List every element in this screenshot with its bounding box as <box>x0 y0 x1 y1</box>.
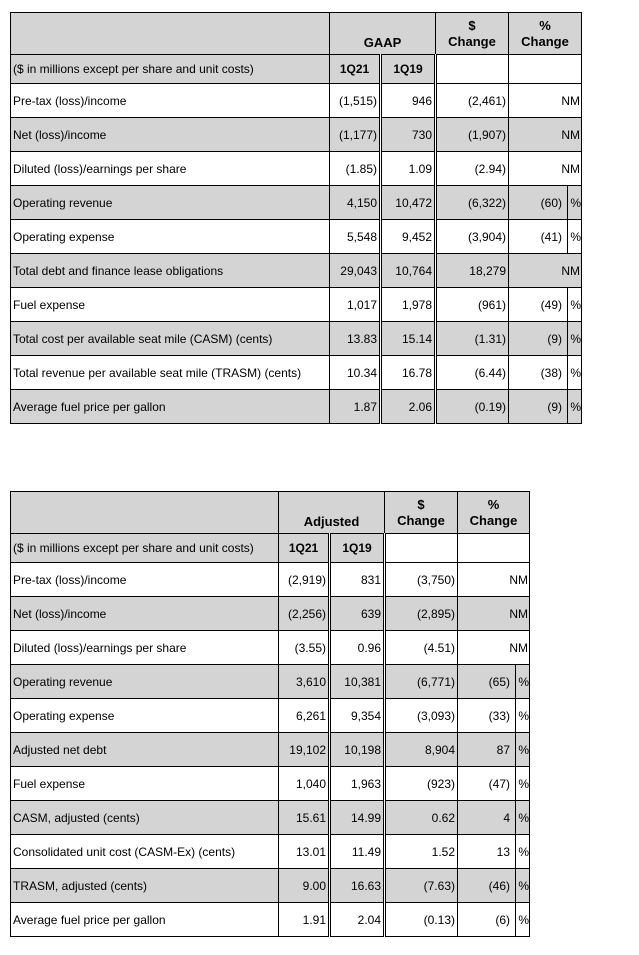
table-row <box>11 665 530 699</box>
dollar-change-header-line2: Change <box>397 512 445 528</box>
dollar-change-value: 1.52 <box>385 835 458 869</box>
row-label: Fuel expense <box>11 767 279 801</box>
pct-change-number: NM <box>561 127 580 142</box>
value-1q19: 10,381 <box>330 665 385 699</box>
table-row <box>11 597 530 631</box>
value-1q21: 15.61 <box>279 801 330 835</box>
dollar-change-header-line1: $ <box>468 17 476 33</box>
table-row <box>11 801 530 835</box>
value-1q21: (3.55) <box>279 631 330 665</box>
table-row <box>11 356 582 390</box>
pct-change-number: (9) <box>547 331 562 346</box>
dollar-change-value: (0.19) <box>436 390 509 424</box>
value-1q21: 19,102 <box>279 733 330 767</box>
dollar-change-header <box>385 492 458 534</box>
pct-change-number: (49) <box>540 297 562 312</box>
row-label: Operating revenue <box>11 186 330 220</box>
units-label: ($ in millions except per share and unit costs) <box>11 55 330 84</box>
dollar-change-value: (1.31) <box>436 322 509 356</box>
value-1q19: 15.14 <box>381 322 436 356</box>
pct-change-number: (46) <box>488 878 510 893</box>
value-1q19: 0.96 <box>330 631 385 665</box>
table-row <box>11 118 582 152</box>
value-1q21: 4,150 <box>330 186 381 220</box>
value-1q19: 16.78 <box>381 356 436 390</box>
pct-divider <box>567 390 568 423</box>
table-row <box>11 835 530 869</box>
pct-change-value <box>458 733 530 767</box>
row-label: Operating expense <box>11 699 279 733</box>
row-label: CASM, adjusted (cents) <box>11 801 279 835</box>
value-1q19: 14.99 <box>330 801 385 835</box>
pct-divider <box>515 699 516 732</box>
row-label: Total revenue per available seat mile (TRASM) (cents) <box>11 356 330 390</box>
pct-sign: % <box>570 399 581 414</box>
value-1q19: 1.09 <box>381 152 436 186</box>
value-1q21: 29,043 <box>330 254 381 288</box>
value-1q21: (1,177) <box>330 118 381 152</box>
pct-change-number: NM <box>561 263 580 278</box>
table-row <box>11 733 530 767</box>
pct-change-value <box>458 631 530 665</box>
value-1q19: 1,978 <box>381 288 436 322</box>
blank-subheader-cell <box>436 55 509 84</box>
value-1q21: 10.34 <box>330 356 381 390</box>
pct-sign: % <box>570 331 581 346</box>
value-1q21: 9.00 <box>279 869 330 903</box>
table-row <box>11 220 582 254</box>
value-1q19: 730 <box>381 118 436 152</box>
pct-change-number: (38) <box>540 365 562 380</box>
header-blank-cell <box>11 492 279 534</box>
dollar-change-value: 18,279 <box>436 254 509 288</box>
blank-subheader-cell <box>385 534 458 563</box>
value-1q19: 10,198 <box>330 733 385 767</box>
pct-change-number: (47) <box>488 776 510 791</box>
pct-change-number: NM <box>561 161 580 176</box>
pct-change-value <box>458 699 530 733</box>
dollar-change-header-line2: Change <box>448 33 496 49</box>
value-1q21: (2,919) <box>279 563 330 597</box>
value-1q19: 831 <box>330 563 385 597</box>
pct-change-number: NM <box>509 640 528 655</box>
table-row <box>11 869 530 903</box>
value-1q19: 10,764 <box>381 254 436 288</box>
pct-change-number: (9) <box>547 399 562 414</box>
dollar-change-value: (2,461) <box>436 84 509 118</box>
gaap-table <box>10 12 582 424</box>
pct-change-number: (60) <box>540 195 562 210</box>
pct-change-header-line2: Change <box>469 512 518 528</box>
dollar-change-value: 0.62 <box>385 801 458 835</box>
pct-change-value <box>509 254 582 288</box>
pct-change-number: NM <box>561 93 580 108</box>
value-1q21: (1.85) <box>330 152 381 186</box>
value-1q21: (1,515) <box>330 84 381 118</box>
value-1q19: 2.04 <box>330 903 385 937</box>
dollar-change-value: (0.13) <box>385 903 458 937</box>
table-row <box>11 563 530 597</box>
pct-change-value <box>458 767 530 801</box>
pct-change-number: (6) <box>495 912 510 927</box>
col-header-1q19: 1Q19 <box>330 534 385 563</box>
table-row <box>11 288 582 322</box>
blank-subheader-cell <box>458 534 530 563</box>
pct-change-value <box>509 220 582 254</box>
pct-divider <box>515 767 516 800</box>
pct-change-number: 13 <box>496 844 510 859</box>
pct-sign: % <box>518 878 529 893</box>
pct-divider <box>515 665 516 698</box>
pct-divider <box>515 903 516 936</box>
pct-change-value <box>509 288 582 322</box>
value-1q21: 13.83 <box>330 322 381 356</box>
table-row <box>11 699 530 733</box>
col-header-1q19: 1Q19 <box>381 55 436 84</box>
dollar-change-value: (3,093) <box>385 699 458 733</box>
value-1q21: (2,256) <box>279 597 330 631</box>
value-1q19: 16.63 <box>330 869 385 903</box>
pct-sign: % <box>570 195 581 210</box>
dollar-change-value: (923) <box>385 767 458 801</box>
pct-change-number: (41) <box>540 229 562 244</box>
row-label: Diluted (loss)/earnings per share <box>11 152 330 186</box>
units-label: ($ in millions except per share and unit costs) <box>11 534 279 563</box>
row-label: Operating revenue <box>11 665 279 699</box>
pct-change-header <box>458 492 530 534</box>
pct-sign: % <box>518 844 529 859</box>
pct-divider <box>567 220 568 253</box>
pct-change-number: 4 <box>503 810 510 825</box>
pct-divider <box>515 869 516 902</box>
table-row <box>11 84 582 118</box>
pct-change-value <box>458 869 530 903</box>
value-1q21: 6,261 <box>279 699 330 733</box>
pct-sign: % <box>518 742 529 757</box>
value-1q21: 1,017 <box>330 288 381 322</box>
pct-divider <box>567 186 568 219</box>
pct-change-value <box>509 356 582 390</box>
table-row <box>11 767 530 801</box>
pct-change-value <box>509 84 582 118</box>
pct-change-number: 87 <box>496 742 510 757</box>
dollar-change-value: (7.63) <box>385 869 458 903</box>
row-label: Net (loss)/income <box>11 118 330 152</box>
adjusted-table <box>10 491 530 937</box>
pct-sign: % <box>518 776 529 791</box>
gaap-rows <box>11 84 582 424</box>
pct-change-value <box>509 186 582 220</box>
pct-change-value <box>458 835 530 869</box>
dollar-change-value: (3,750) <box>385 563 458 597</box>
pct-divider <box>567 356 568 389</box>
value-1q21: 3,610 <box>279 665 330 699</box>
col-header-1q21: 1Q21 <box>330 55 381 84</box>
pct-change-number: NM <box>509 606 528 621</box>
dollar-change-value: (1,907) <box>436 118 509 152</box>
dollar-change-header <box>436 13 509 55</box>
row-label: Average fuel price per gallon <box>11 390 330 424</box>
value-1q21: 5,548 <box>330 220 381 254</box>
pct-change-header-line2: Change <box>521 33 569 49</box>
pct-divider <box>567 322 568 355</box>
pct-sign: % <box>518 810 529 825</box>
row-label: Fuel expense <box>11 288 330 322</box>
row-label: Diluted (loss)/earnings per share <box>11 631 279 665</box>
dollar-change-value: (6.44) <box>436 356 509 390</box>
pct-change-value <box>458 903 530 937</box>
value-1q19: 2.06 <box>381 390 436 424</box>
row-label: Adjusted net debt <box>11 733 279 767</box>
dollar-change-value: (2.94) <box>436 152 509 186</box>
value-1q19: 9,354 <box>330 699 385 733</box>
row-label: Average fuel price per gallon <box>11 903 279 937</box>
dollar-change-value: 8,904 <box>385 733 458 767</box>
pct-change-number: NM <box>509 572 528 587</box>
pct-change-value <box>458 563 530 597</box>
dollar-change-value: (4.51) <box>385 631 458 665</box>
dollar-change-header-line1: $ <box>417 496 425 512</box>
dollar-change-value: (6,771) <box>385 665 458 699</box>
adjusted-group-header: Adjusted <box>279 492 385 534</box>
pct-sign: % <box>570 229 581 244</box>
pct-change-value <box>458 801 530 835</box>
pct-change-number: (33) <box>488 708 510 723</box>
dollar-change-value: (3,904) <box>436 220 509 254</box>
gaap-group-header: GAAP <box>330 13 436 55</box>
value-1q21: 1,040 <box>279 767 330 801</box>
value-1q19: 11.49 <box>330 835 385 869</box>
pct-change-value <box>509 322 582 356</box>
pct-change-header <box>509 13 582 55</box>
dollar-change-value: (961) <box>436 288 509 322</box>
row-label: Pre-tax (loss)/income <box>11 84 330 118</box>
row-label: Net (loss)/income <box>11 597 279 631</box>
value-1q19: 639 <box>330 597 385 631</box>
table-row <box>11 631 530 665</box>
pct-change-value <box>509 152 582 186</box>
pct-divider <box>515 733 516 766</box>
pct-change-number: (65) <box>488 674 510 689</box>
dollar-change-value: (2,895) <box>385 597 458 631</box>
pct-divider <box>515 835 516 868</box>
value-1q19: 1,963 <box>330 767 385 801</box>
pct-divider <box>515 801 516 834</box>
blank-subheader-cell <box>509 55 582 84</box>
adjusted-rows <box>11 563 530 937</box>
pct-divider <box>567 288 568 321</box>
col-header-1q21: 1Q21 <box>279 534 330 563</box>
row-label: Pre-tax (loss)/income <box>11 563 279 597</box>
pct-change-value <box>458 597 530 631</box>
pct-sign: % <box>570 297 581 312</box>
pct-change-value <box>509 390 582 424</box>
table-row <box>11 186 582 220</box>
pct-change-header-line1: % <box>539 17 551 33</box>
value-1q19: 10,472 <box>381 186 436 220</box>
value-1q19: 946 <box>381 84 436 118</box>
table-row <box>11 322 582 356</box>
table-row <box>11 903 530 937</box>
value-1q21: 1.91 <box>279 903 330 937</box>
pct-sign: % <box>518 674 529 689</box>
table-row <box>11 254 582 288</box>
table-row <box>11 152 582 186</box>
value-1q21: 13.01 <box>279 835 330 869</box>
value-1q21: 1.87 <box>330 390 381 424</box>
pct-sign: % <box>518 912 529 927</box>
value-1q19: 9,452 <box>381 220 436 254</box>
pct-sign: % <box>518 708 529 723</box>
table-row <box>11 390 582 424</box>
row-label: Operating expense <box>11 220 330 254</box>
header-blank-cell <box>11 13 330 55</box>
row-label: Total debt and finance lease obligations <box>11 254 330 288</box>
row-label: TRASM, adjusted (cents) <box>11 869 279 903</box>
pct-change-value <box>509 118 582 152</box>
dollar-change-value: (6,322) <box>436 186 509 220</box>
pct-change-value <box>458 665 530 699</box>
pct-change-header-line1: % <box>487 496 500 512</box>
pct-sign: % <box>570 365 581 380</box>
row-label: Consolidated unit cost (CASM-Ex) (cents) <box>11 835 279 869</box>
row-label: Total cost per available seat mile (CASM) (cents) <box>11 322 330 356</box>
